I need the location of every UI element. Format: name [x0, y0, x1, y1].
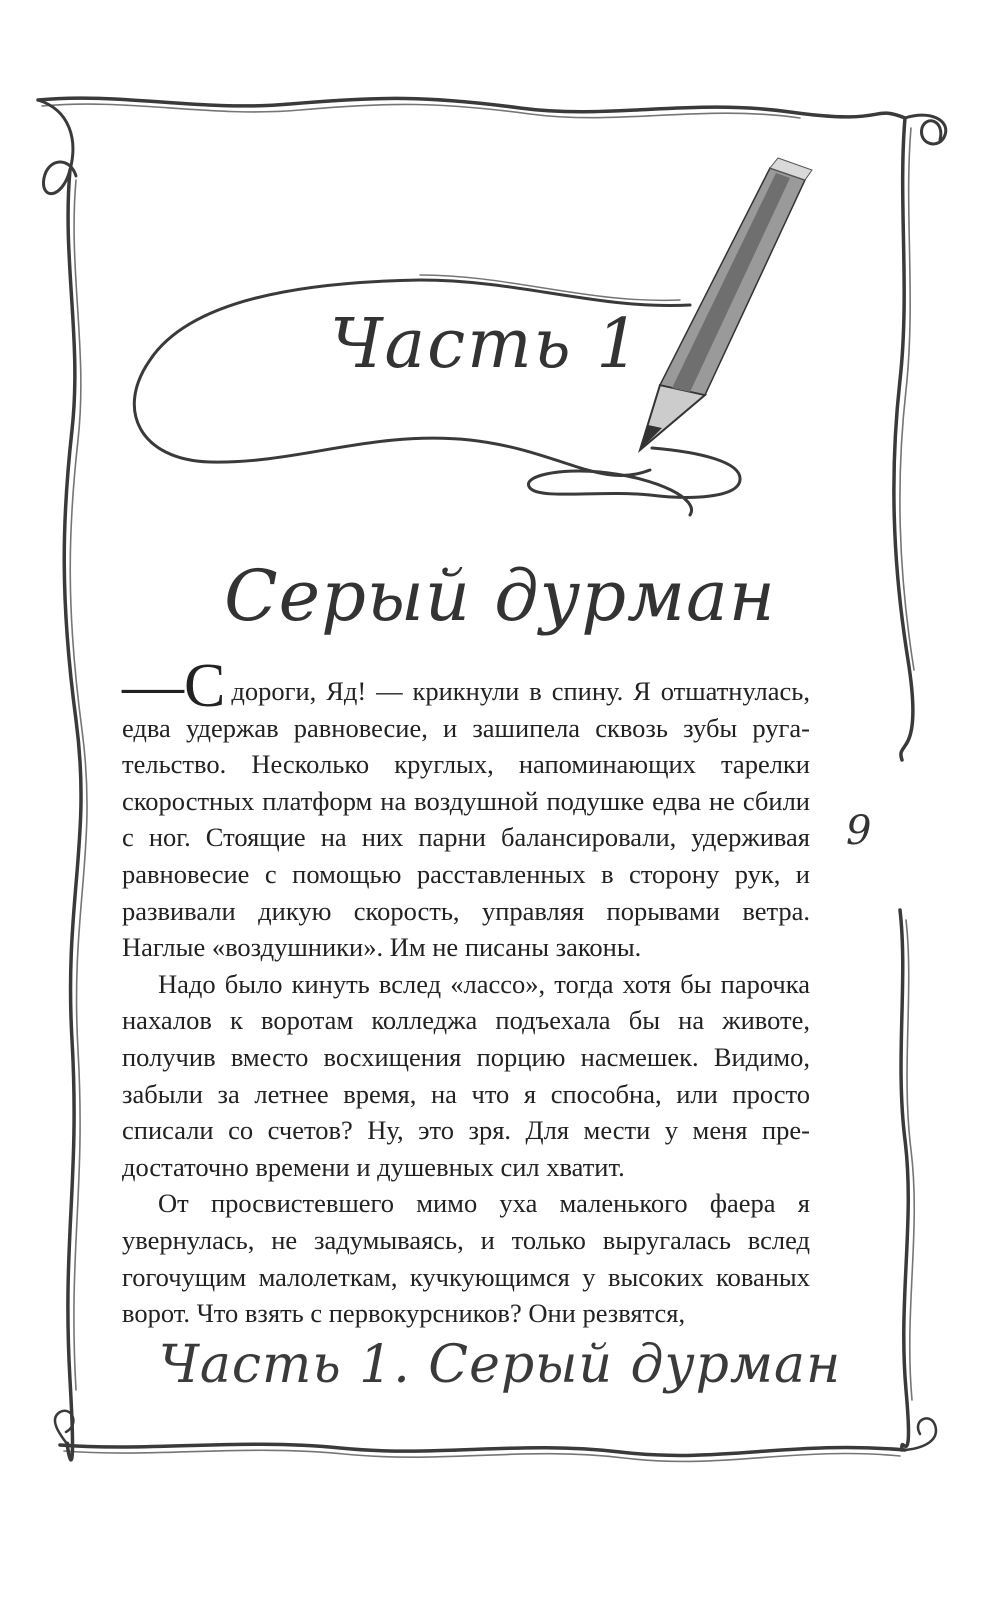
part-title: Часть 1: [330, 305, 642, 384]
body-text: [122, 652, 810, 1332]
page-number: 9: [846, 808, 872, 854]
paragraph-1-text: дороги, Яд! — крикнули в спину. Я отшатнулась, едва удержав равновесие, и зашипела сквозь зубы ругательство. Несколько круглых, напоминающих тарелки скоростных платформ на воздушной подушке едва не сбили с ног. Стоящие на них парни балансировали, удерживая равновесие с помощью расставленных в сторону рук, и развивали дикую скорость, управляя порывами ветра. Наглые «воздушники». Им не писаны законы.: [122, 676, 810, 963]
pencil-drawing-icon: [640, 158, 812, 450]
paragraph-1: [122, 652, 810, 966]
paragraph-2: Надо было кинуть вслед «лассо», тогда хотя бы парочка нахалов к воротам колледжа подъехала бы на животе, получив вместо восхищения порцию насмешек. Видимо, забыли за летнее время, на что я способна, или просто списали со счетов? Ну, это зря. Для мести у меня предостаточно времени и душевных сил хватит.: [122, 968, 810, 1182]
paragraph-3: От просвистевшего мимо уха маленького фаера я увернулась, не задумываясь, и только выругалась вслед гогочущим малолеткам, кучкующимся у высоких кованых ворот. Что взять с первокурсников? Они резвятся,: [122, 1188, 810, 1329]
running-footer: Часть 1. Серый дурман: [158, 1335, 842, 1395]
chapter-title: Серый дурман: [224, 555, 776, 637]
drop-cap: —С: [122, 652, 226, 720]
